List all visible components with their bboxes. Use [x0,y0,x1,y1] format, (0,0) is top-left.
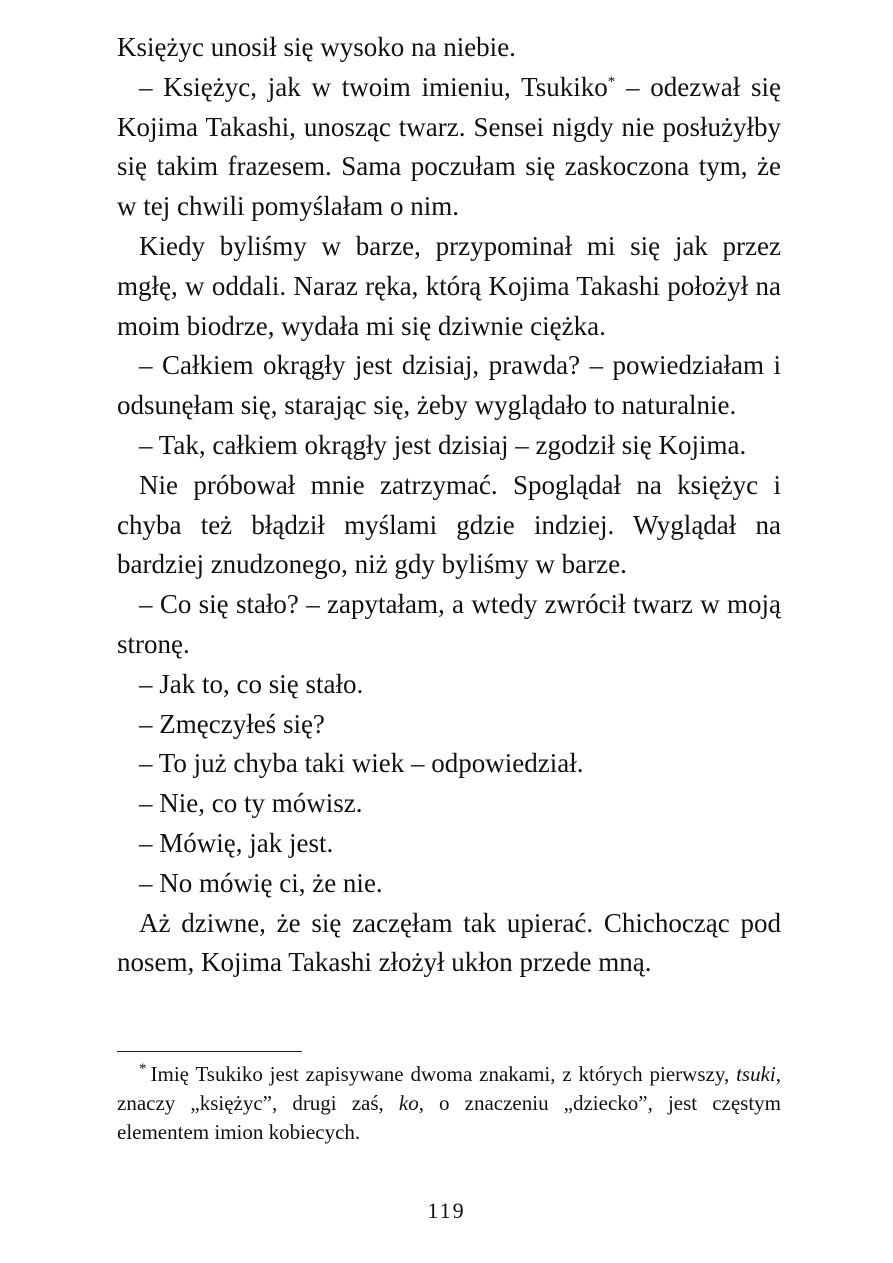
paragraph-2-text-b: – odezwał się Kojima Takashi, unosząc twarz. Sensei nigdy nie posłużyłby się takim frazesem. Sama poczułam się zaskoczona tym, że w tej chwili pomyślałam o nim. [117,71,781,222]
footnote-text-1: Imię Tsukiko jest zapisywane dwoma znakami, z których pierwszy, [150,1062,737,1086]
paragraph-9: – Zmęczyłeś się? [139,708,325,739]
paragraph-7: – Co się stało? – zapytałam, a wtedy zwrócił twarz w moją stronę. [117,589,781,659]
footnote-text-2: , znaczy „księżyc”, drugi zaś, [117,1062,781,1115]
footnote-divider [117,1051,302,1052]
footnote-mark: * [139,1061,147,1077]
paragraph-2 [117,68,781,227]
paragraph-10: – To już chyba taki wiek – odpowiedział. [139,748,584,779]
page-number: 119 [427,1198,466,1223]
paragraph-2-text-a: – Księżyc, jak w twoim imieniu, Tsukiko [139,71,608,102]
paragraph-13: – No mówię ci, że nie. [139,867,383,898]
paragraph-8: – Jak to, co się stało. [139,668,364,699]
footnote-term-ko: ko [398,1091,419,1115]
footnote-reference: * [607,73,616,90]
paragraph-12: – Mówię, jak jest. [139,827,334,858]
page-body [117,28,781,983]
paragraph-1: Księżyc unosił się wysoko na niebie. [117,32,516,62]
paragraph-6: Nie próbował mnie zatrzymać. Spoglądał na księżyc i chyba też błądził myślami gdzie indziej. Wyglądał na bardziej znudzonego, niż gdy byliśmy w barze. [117,469,781,580]
paragraph-4: – Całkiem okrągły jest dzisiaj, prawda? – powiedziałam i odsunęłam się, starając się, żeby wyglądało to naturalnie. [117,350,781,421]
paragraph-14: Aż dziwne, że się zaczęłam tak upierać. Chichocząc pod nosem, Kojima Takashi złożył ukłon przede mną. [117,907,781,978]
paragraph-3: Kiedy byliśmy w barze, przypominał mi się jak przez mgłę, w oddali. Naraz ręka, którą Kojima Takashi położył na moim biodrze, wydała mi się dziwnie ciężka. [117,230,781,341]
paragraph-11: – Nie, co ty mówisz. [139,788,363,819]
footnote-text-3: , o znaczeniu „dziecko”, jest częstym elementem imion kobiecych. [117,1091,781,1144]
paragraph-5: – Tak, całkiem okrągły jest dzisiaj – zgodził się Kojima. [139,429,747,460]
footnote [117,1060,781,1147]
footnote-term-tsuki: tsuki [736,1062,776,1086]
